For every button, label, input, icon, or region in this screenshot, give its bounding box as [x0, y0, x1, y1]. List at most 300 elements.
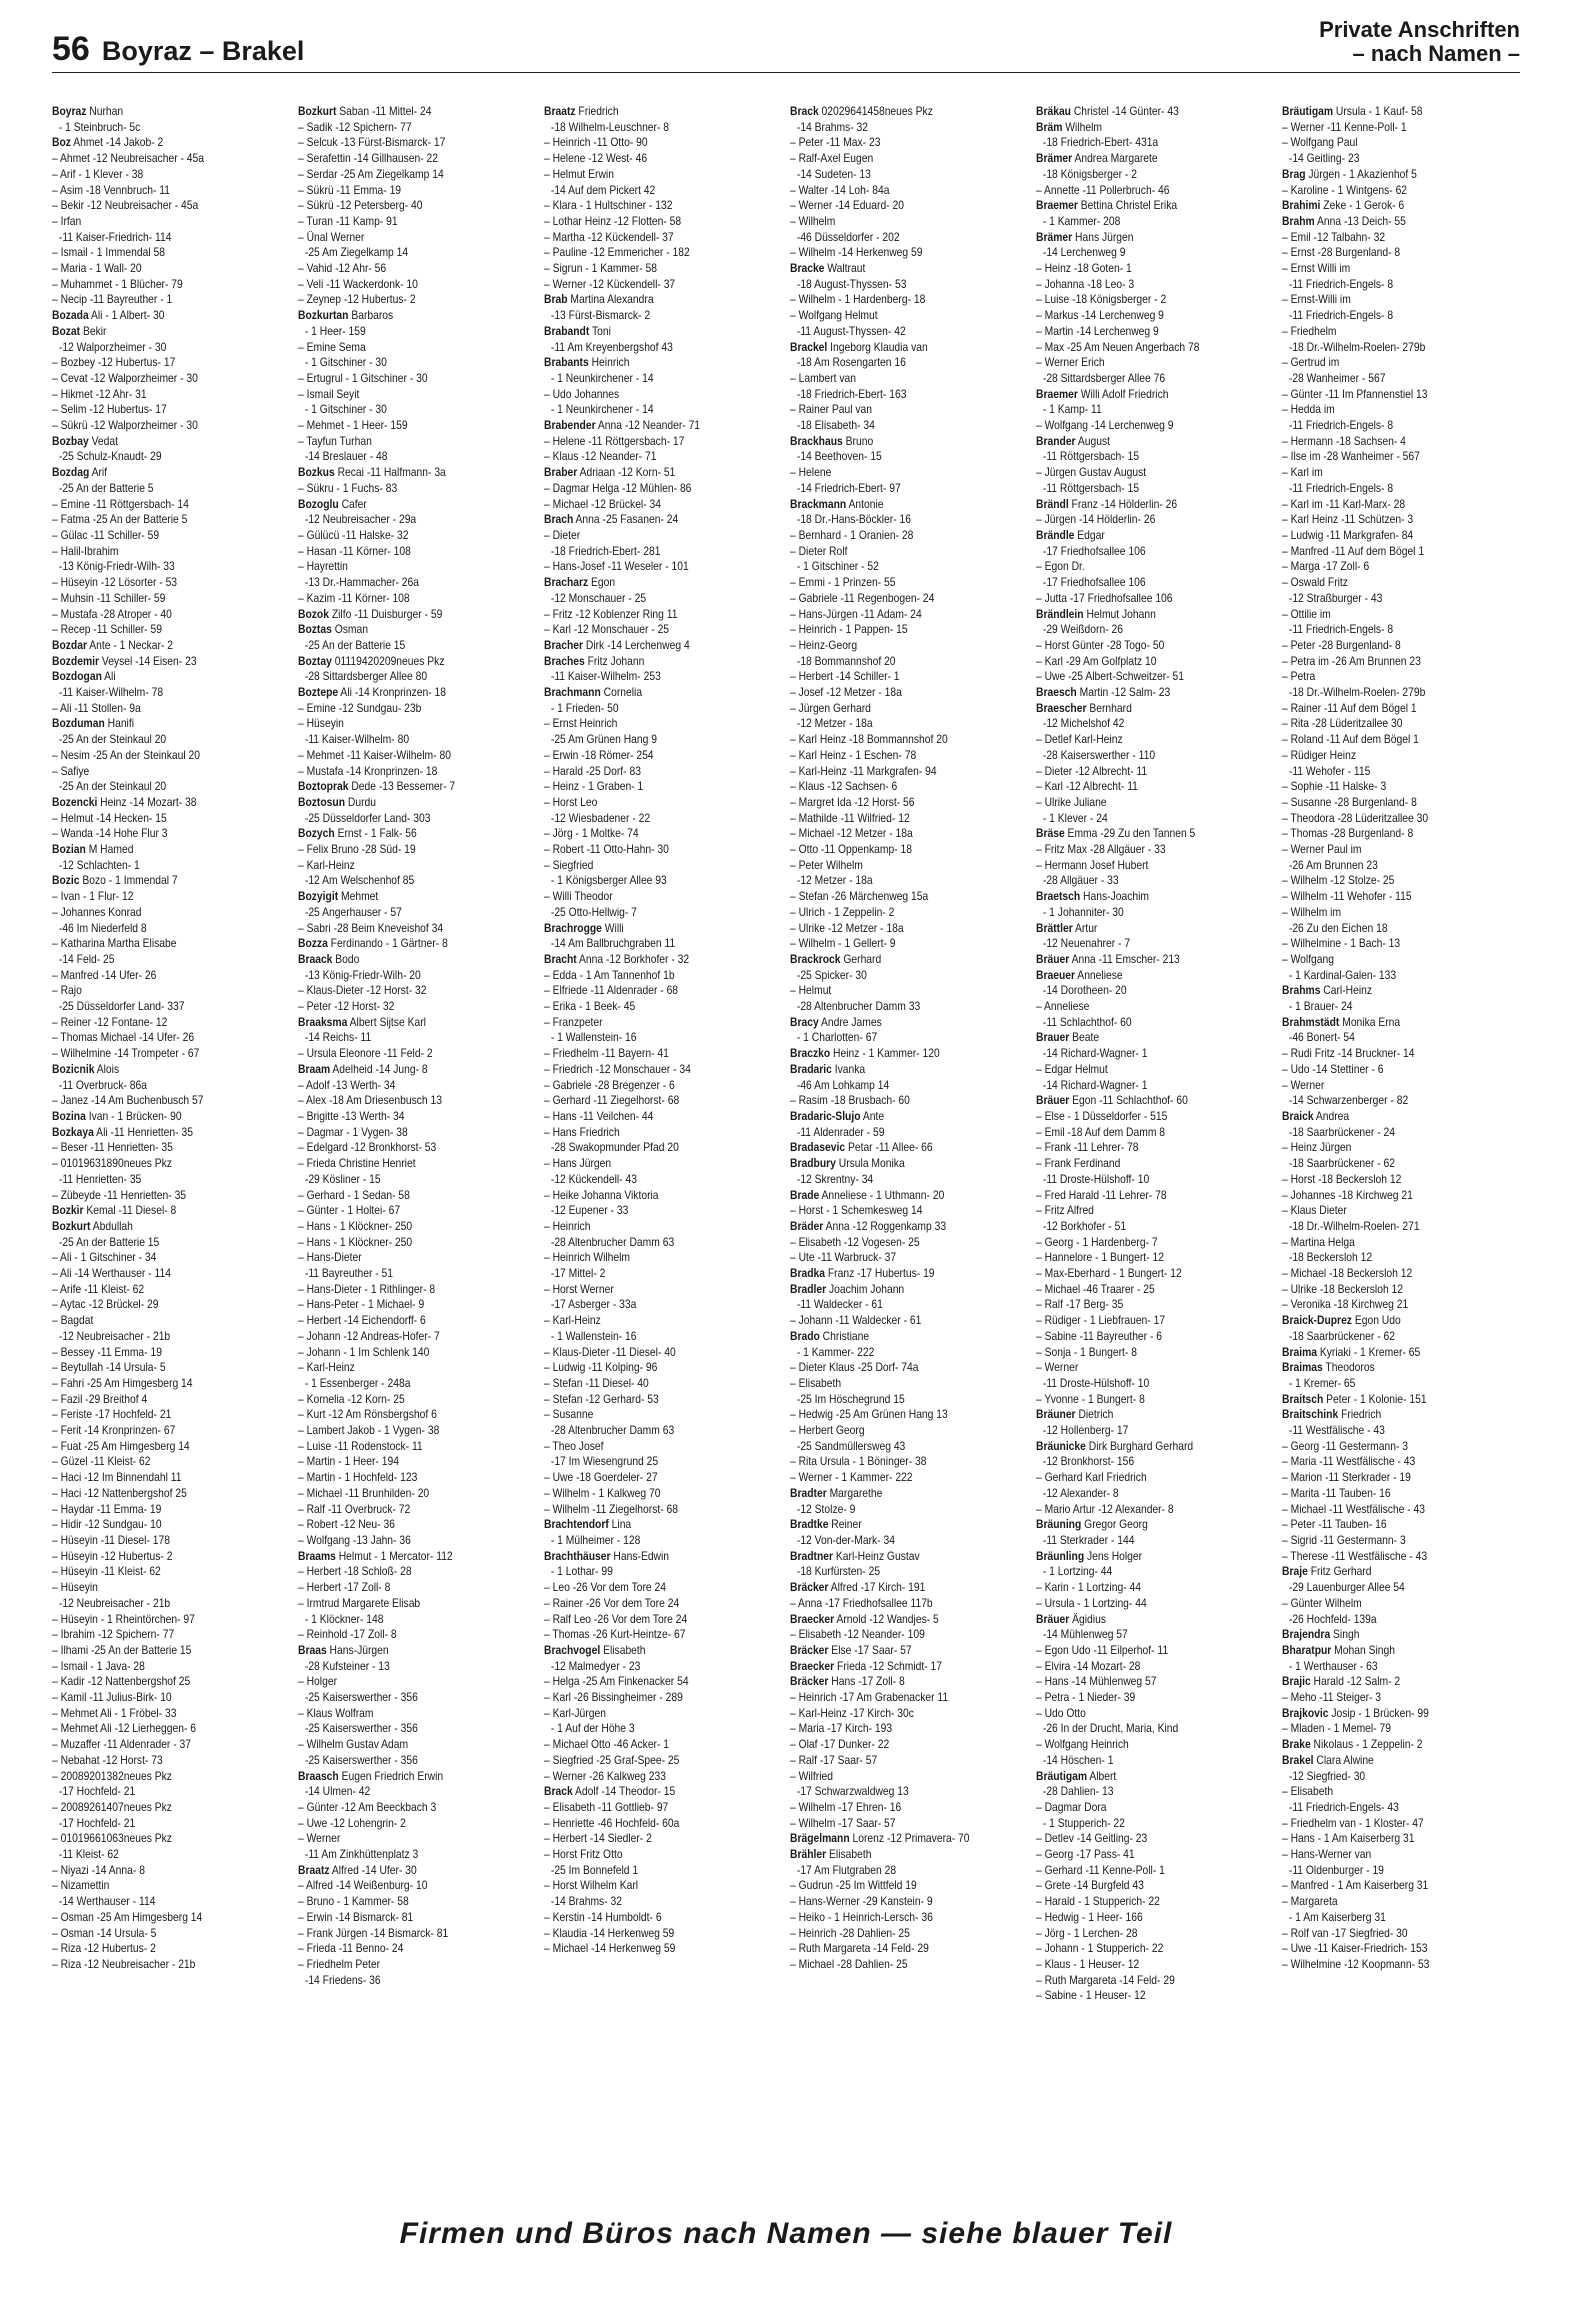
directory-entry: -25 An der Steinkaul 20	[58, 732, 167, 747]
directory-entry: -26 Zu den Eichen 18	[1288, 920, 1388, 935]
directory-entry: -17 Im Wiesengrund 25	[550, 1454, 659, 1469]
directory-entry: Bozyigit Mehmet	[298, 889, 379, 904]
footer-note: Firmen und Büros nach Namen — siehe blauer Teil	[399, 2217, 1173, 2250]
directory-entry: – Manfred -14 Ufer- 26	[52, 967, 157, 982]
directory-entry: -11 Henrietten- 35	[58, 1171, 142, 1186]
directory-entry: – Fuat -25 Am Himgesberg 14	[52, 1438, 190, 1453]
directory-entry: – Asim -18 Vennbruch- 11	[52, 182, 170, 197]
directory-entry: – Udo Johannes	[544, 386, 620, 401]
directory-entry: – Detlef Karl-Heinz	[1036, 732, 1123, 747]
directory-entry: Bradasevic Petar -11 Allee- 66	[790, 1140, 933, 1155]
directory-entry: – Michael -18 Beckersloh 12	[1282, 1266, 1413, 1281]
directory-entry: – Marita -11 Tauben- 16	[1282, 1485, 1391, 1500]
directory-entry: - 1 Wallenstein- 16	[550, 1328, 637, 1343]
directory-entry: Bozicnik Alois	[52, 1061, 120, 1076]
directory-entry: -11 Sterkrader - 144	[1042, 1532, 1135, 1547]
directory-entry: Bradter Margarethe	[790, 1485, 883, 1500]
directory-entry: – Katharina Martha Elisabe	[52, 936, 177, 951]
directory-entry: – Werner	[1036, 1360, 1079, 1375]
directory-entry: -17 Friedhofsallee 106	[1042, 543, 1146, 558]
directory-entry: – Mehmet - 1 Heer- 159	[298, 418, 408, 433]
directory-entry: – Sigrun - 1 Kammer- 58	[544, 261, 657, 276]
directory-entry: – Johannes -18 Kirchweg 21	[1282, 1187, 1413, 1202]
directory-entry: – Franzpeter	[544, 1014, 603, 1029]
directory-entry: – Heinrich -28 Dahlien- 25	[790, 1925, 910, 1940]
directory-entry: – Ismail - 1 Immendal 58	[52, 245, 165, 260]
directory-entry: – Ferit -14 Kronprinzen- 67	[52, 1423, 176, 1438]
directory-entry: – Ismail Seyit	[298, 386, 360, 401]
directory-entry: – Lambert van	[790, 370, 856, 385]
directory-entry: – Werner -12 Kückendell- 37	[544, 276, 676, 291]
directory-entry: – Sükru - 1 Fuchs- 83	[298, 480, 398, 495]
directory-entry: – Wolfgang Heinrich	[1036, 1737, 1129, 1752]
directory-entry: Bracy Andre James	[790, 1014, 882, 1029]
directory-entry: -12 Wiesbadener - 22	[550, 810, 651, 825]
directory-entry: – Cevat -12 Walporzheimer - 30	[52, 370, 198, 385]
directory-entry: – Jürgen -14 Hölderlin- 26	[1036, 512, 1156, 527]
directory-entry: -28 Kufsteiner - 13	[304, 1658, 390, 1673]
directory-entry: -18 Dr.-Wilhelm-Roelen- 279b	[1288, 685, 1426, 700]
directory-entry: – Johann - 1 Im Schlenk 140	[298, 1344, 430, 1359]
directory-entry: – Herbert -14 Eichendorff- 6	[298, 1313, 426, 1328]
section-title-line1: Private Anschriften	[1319, 17, 1520, 42]
directory-entry: – Arife -11 Kleist- 62	[52, 1281, 145, 1296]
directory-entry: – Ute -11 Warbruck- 37	[790, 1250, 897, 1265]
directory-entry: -25 Spicker- 30	[796, 967, 867, 982]
directory-entry: – Wilhelmine -12 Koopmann- 53	[1282, 1956, 1430, 1971]
directory-entry: -17 Mittel- 2	[550, 1266, 606, 1281]
directory-entry: – Elfriede -11 Aldenrader - 68	[544, 983, 679, 998]
directory-entry: – Josef -12 Metzer - 18a	[790, 685, 902, 700]
directory-entry: -46 Im Niederfeld 8	[58, 920, 147, 935]
directory-entry: – Thomas -28 Burgenland- 8	[1282, 826, 1414, 841]
directory-entry: – Wolfgang -14 Lerchenweg 9	[1036, 418, 1174, 433]
directory-entry: – Mehmet -11 Kaiser-Wilhelm- 80	[298, 747, 451, 762]
page-header	[52, 17, 1520, 73]
directory-entry: – Edda - 1 Am Tannenhof 1b	[544, 967, 675, 982]
directory-entry: Bräunicke Dirk Burghard Gerhard	[1036, 1438, 1194, 1453]
directory-entry: -25 Angerhauser - 57	[304, 904, 402, 919]
directory-entry: -25 Sandmüllersweg 43	[796, 1438, 906, 1453]
directory-entry: – Fatma -25 An der Batterie 5	[52, 512, 188, 527]
directory-entry: – Mehmet Ali - 1 Fröbel- 33	[52, 1705, 177, 1720]
directory-entry: – Wolfgang -13 Jahn- 36	[298, 1532, 411, 1547]
directory-entry: – Fazil -29 Breithof 4	[52, 1391, 148, 1406]
directory-entry: -25 Im Höschegrund 15	[796, 1391, 905, 1406]
directory-entry: – Riza -12 Hubertus- 2	[52, 1941, 156, 1956]
directory-entry: – Wilfried	[790, 1768, 834, 1783]
directory-entry: -11 Overbruck- 86a	[58, 1077, 148, 1092]
directory-entry: – Hans-Peter - 1 Michael- 9	[298, 1297, 425, 1312]
directory-entry: Bräder Anna -12 Roggenkamp 33	[790, 1218, 947, 1233]
directory-entry: – Karl-Heinz	[298, 857, 355, 872]
directory-entry: Brakel Clara Alwine	[1282, 1752, 1374, 1767]
directory-entry: – Uwe -12 Lohengrin- 2	[298, 1815, 406, 1830]
directory-entry: – Elisabeth -12 Vogesen- 25	[790, 1234, 920, 1249]
directory-entry: – Ottilie im	[1282, 606, 1331, 621]
directory-entry: – Karl im	[1282, 465, 1323, 480]
directory-entry: – Theo Josef	[544, 1438, 604, 1453]
directory-entry: – Ruth Margareta -14 Feld- 29	[790, 1941, 929, 1956]
directory-entry: – Wolfgang Paul	[1282, 135, 1358, 150]
directory-entry: – Herbert Georg	[790, 1423, 865, 1438]
directory-entry: – Karl-Jürgen	[544, 1705, 606, 1720]
directory-entry: – Edgar Helmut	[1036, 1061, 1108, 1076]
directory-entry: Bozza Ferdinando - 1 Gärtner- 8	[298, 936, 448, 951]
directory-entry: -13 König-Friedr-Wilh- 20	[304, 967, 421, 982]
directory-entry: -11 Röttgersbach- 15	[1042, 449, 1140, 464]
directory-entry: Brämer Andrea Margarete	[1036, 151, 1158, 166]
directory-entry: – Elisabeth	[790, 1375, 842, 1390]
directory-entry: – Lothar Heinz -12 Flotten- 58	[544, 213, 682, 228]
directory-entry: – Günter -11 Im Pfannenstiel 13	[1282, 386, 1428, 401]
directory-entry: – Karl-Heinz -17 Kirch- 30c	[790, 1705, 914, 1720]
directory-entry: – Nizamettin	[52, 1878, 110, 1893]
directory-entry: – Gertrud im	[1282, 355, 1340, 370]
directory-entry: – Dieter Rolf	[790, 543, 848, 558]
directory-entry: – Roland -11 Auf dem Bögel 1	[1282, 732, 1419, 747]
directory-entry: Brajendra Singh	[1282, 1627, 1360, 1642]
directory-entry: -12 Malmedyer - 23	[550, 1658, 641, 1673]
directory-entry: – Detlev -14 Geitling- 23	[1036, 1831, 1148, 1846]
directory-entry: - 1 Gitschiner - 30	[304, 402, 387, 417]
directory-entry: – Heinrich Wilhelm	[544, 1250, 631, 1265]
directory-entry: – Gülücü -11 Halske- 32	[298, 527, 409, 542]
directory-entry: – Erwin -14 Bismarck- 81	[298, 1909, 414, 1924]
directory-entry: – Tayfun Turhan	[298, 433, 372, 448]
directory-entry: Brachrogge Willi	[544, 920, 624, 935]
directory-entry: – Heinrich -11 Otto- 90	[544, 135, 648, 150]
directory-entry: – Herbert -17 Zoll- 8	[298, 1580, 391, 1595]
directory-entry: -25 Schulz-Knaudt- 29	[58, 449, 162, 464]
directory-entry: – Alex -18 Am Driesenbusch 13	[298, 1093, 442, 1108]
directory-entry: – Wolfgang Helmut	[790, 308, 878, 323]
directory-entry: – Edelgard -12 Bronkhorst- 53	[298, 1140, 437, 1155]
directory-entry: – Klaus Dieter	[1282, 1203, 1347, 1218]
directory-entry: -12 Skrentny- 34	[796, 1171, 874, 1186]
directory-entry: – Robert -11 Otto-Hahn- 30	[544, 842, 669, 857]
directory-entry: – Kamil -11 Julius-Birk- 10	[52, 1690, 172, 1705]
directory-entry: -17 Asberger - 33a	[550, 1297, 637, 1312]
directory-entry: – Rudi Fritz -14 Bruckner- 14	[1282, 1046, 1415, 1061]
directory-entry: Bozoglu Cafer	[298, 496, 367, 511]
directory-entry: – Martha -12 Kückendell- 37	[544, 229, 674, 244]
directory-entry: – Karoline - 1 Wintgens- 62	[1282, 182, 1408, 197]
directory-entry: – Frank Jürgen -14 Bismarck- 81	[298, 1925, 449, 1940]
directory-entry: Bozdogan Ali	[52, 669, 116, 684]
directory-entry: Brämer Hans Jürgen	[1036, 229, 1134, 244]
directory-entry: – Frank -11 Lehrer- 78	[1036, 1140, 1139, 1155]
directory-entry: – Beytullah -14 Ursula- 5	[52, 1360, 166, 1375]
directory-entry: – Necip -11 Bayreuther - 1	[52, 292, 173, 307]
directory-entry: -14 Beethoven- 15	[796, 449, 882, 464]
directory-entry: – Karl -12 Monschauer - 25	[544, 622, 670, 637]
directory-entry: – Rüdiger - 1 Liebfrauen- 17	[1036, 1313, 1166, 1328]
directory-entry: -26 In der Drucht, Maria, Kind	[1042, 1721, 1179, 1736]
directory-entry: – Peter Wilhelm	[790, 857, 863, 872]
directory-entry: – 01019631890neues Pkz	[52, 1156, 172, 1171]
directory-entry: Brauer Beate	[1036, 1030, 1100, 1045]
directory-entry: – Emine -11 Röttgersbach- 14	[52, 496, 189, 511]
directory-entry: – Rasim -18 Brusbach- 60	[790, 1093, 910, 1108]
directory-entry: Bozat Bekir	[52, 323, 107, 338]
directory-entry: – Karl-Heinz	[298, 1360, 355, 1375]
directory-entry: Bozduman Hanifi	[52, 716, 135, 731]
directory-entry: – Riza -12 Neubreisacher - 21b	[52, 1956, 196, 1971]
directory-entry: – Heiko - 1 Heinrich-Lersch- 36	[790, 1909, 933, 1924]
directory-entry: – Adolf -13 Werth- 34	[298, 1077, 396, 1092]
directory-entry: – Hans -11 Veilchen- 44	[544, 1109, 654, 1123]
directory-entry: Brackrock Gerhard	[790, 951, 882, 966]
directory-entry: – Werner -14 Eduard- 20	[790, 198, 904, 213]
directory-entry: – Ali -11 Stollen- 9a	[52, 700, 141, 715]
directory-entry: – Uwe -11 Kaiser-Friedrich- 153	[1282, 1941, 1428, 1956]
directory-entry: – Sigrid -11 Gestermann- 3	[1282, 1532, 1406, 1547]
directory-entry: – Werner -26 Kalkweg 233	[544, 1768, 666, 1783]
directory-entry: -25 Kaiserswerther - 356	[304, 1690, 418, 1705]
directory-entry: Braaksma Albert Sijtse Karl	[298, 1014, 426, 1029]
directory-entry: -25 An der Steinkaul 20	[58, 779, 167, 794]
directory-entry: – Elisabeth -12 Neander- 109	[790, 1627, 925, 1642]
directory-entry: -12 Am Welschenhof 85	[304, 873, 415, 888]
directory-entry: – Klaus - 1 Heuser- 12	[1036, 1956, 1140, 1971]
directory-entry: – Herbert -14 Schiller- 1	[790, 669, 900, 684]
directory-entry: - 1 Neunkirchener - 14	[550, 402, 654, 417]
directory-entry: – Karl-Heinz -11 Markgrafen- 94	[790, 763, 937, 778]
directory-column-5	[1036, 104, 1272, 2004]
directory-entry: – Maria -11 Westfälische - 43	[1282, 1454, 1416, 1469]
directory-entry: – Lambert Jakob - 1 Vygen- 38	[298, 1423, 440, 1438]
directory-entry: -25 Kaiserswerther - 356	[304, 1721, 418, 1736]
directory-entry: Braecker Arnold -12 Wandjes- 5	[790, 1611, 939, 1626]
directory-entry: -14 Breslauer - 48	[304, 449, 388, 464]
directory-entry: – Rainer Paul van	[790, 402, 873, 417]
directory-entry: – Karl im -11 Karl-Marx- 28	[1282, 496, 1406, 511]
directory-entry: -11 Kleist- 62	[58, 1847, 119, 1862]
directory-entry: Brahimi Zeke - 1 Gerok- 6	[1282, 198, 1405, 213]
directory-entry: Braasch Eugen Friedrich Erwin	[298, 1768, 444, 1783]
directory-entry: – Theodora -28 Lüderitzallee 30	[1282, 810, 1429, 825]
directory-entry: – Susanne	[544, 1407, 594, 1422]
directory-entry: – Thomas -26 Kurt-Heintze- 67	[544, 1627, 686, 1642]
directory-entry: – Friedhelm -11 Bayern- 41	[544, 1046, 669, 1061]
directory-entry: -14 Brahms- 32	[550, 1894, 623, 1909]
directory-entry: – Janez -14 Am Buchenbusch 57	[52, 1093, 204, 1108]
directory-entry: – Hans-Werner -29 Kanstein- 9	[790, 1894, 933, 1909]
directory-entry: -12 Neubreisacher - 29a	[304, 512, 417, 527]
directory-entry: – Peter -12 Horst- 32	[298, 999, 395, 1014]
directory-entry: – Hannelore - 1 Bungert- 12	[1036, 1250, 1164, 1265]
directory-entry: – Sükrü -12 Petersberg- 40	[298, 198, 423, 213]
directory-entry: - 1 Auf der Höhe 3	[550, 1721, 635, 1736]
directory-entry: – Osman -25 Am Himgesberg 14	[52, 1909, 203, 1924]
directory-entry: – Wilhelm Gustav Adam	[298, 1737, 409, 1752]
directory-entry: -25 An der Batterie 5	[58, 480, 154, 495]
directory-entry: – Ralf -17 Berg- 35	[1036, 1297, 1124, 1312]
directory-entry: – Klaus -12 Sachsen- 6	[790, 779, 898, 794]
directory-entry: Bradaric-Slujo Ante	[790, 1109, 885, 1123]
directory-entry: – Halil-Ibrahim	[52, 543, 119, 558]
directory-entry: – Fritz -12 Koblenzer Ring 11	[544, 606, 678, 621]
directory-entry: – Hans - 1 Am Kaiserberg 31	[1282, 1831, 1415, 1846]
directory-entry: Bradtner Karl-Heinz Gustav	[790, 1548, 920, 1563]
directory-entry: – Else - 1 Düsseldorfer - 515	[1036, 1109, 1168, 1123]
directory-entry: – Harald - 1 Stupperich- 22	[1036, 1894, 1160, 1909]
directory-entry: Braber Adriaan -12 Korn- 51	[544, 465, 676, 480]
directory-entry: -18 Dr.-Wilhelm-Roelen- 279b	[1288, 339, 1426, 354]
directory-entry: – Michael -46 Traarer - 25	[1036, 1281, 1155, 1296]
directory-entry: – Helene -11 Röttgersbach- 17	[544, 433, 685, 448]
directory-entry: - 1 Kamp- 11	[1042, 402, 1102, 417]
directory-entry: -14 Friedrich-Ebert- 97	[796, 480, 901, 495]
directory-entry: -14 Höschen- 1	[1042, 1752, 1114, 1767]
directory-entry: Bräutigam Ursula - 1 Kauf- 58	[1282, 104, 1423, 118]
directory-entry: -28 Sittardsberger Allee 76	[1042, 370, 1166, 385]
directory-entry: -14 Friedens- 36	[304, 1972, 381, 1987]
directory-entry: Bozbay Vedat	[52, 433, 118, 448]
directory-entry: – Ulrike -12 Metzer - 18a	[790, 920, 904, 935]
directory-entry: – Maria - 1 Wall- 20	[52, 261, 142, 276]
directory-entry: – Jörg - 1 Moltke- 74	[544, 826, 639, 841]
directory-entry: – Karl -29 Am Golfplatz 10	[1036, 653, 1157, 668]
directory-entry: – Ulrich - 1 Zeppelin- 2	[790, 904, 895, 919]
directory-entry: -11 Kaiser-Wilhelm- 80	[304, 732, 410, 747]
directory-entry: – Hans-Dieter	[298, 1250, 362, 1265]
directory-entry: Bräuner Dietrich	[1036, 1407, 1114, 1422]
directory-entry: Bracher Dirk -14 Lerchenweg 4	[544, 637, 690, 652]
directory-entry: – Heinz Jürgen	[1282, 1140, 1352, 1155]
directory-entry: -14 Mühlenweg 57	[1042, 1627, 1128, 1642]
directory-entry: – Wilhelm -11 Ziegelhorst- 68	[544, 1501, 679, 1516]
directory-entry: – Ralf Leo -26 Vor dem Tore 24	[544, 1611, 688, 1626]
directory-entry: Bracharz Egon	[544, 575, 616, 590]
directory-entry: – Günter -12 Am Beeckbach 3	[298, 1799, 437, 1814]
directory-entry: – Horst Leo	[544, 794, 598, 809]
directory-entry: – Stefan -12 Gerhard- 53	[544, 1391, 659, 1406]
directory-entry: – 20089261407neues Pkz	[52, 1799, 172, 1814]
directory-entry: – Sophie -11 Halske- 3	[1282, 779, 1387, 794]
directory-entry: -12 Alexander- 8	[1042, 1485, 1119, 1500]
directory-entry: -12 Monschauer - 25	[550, 590, 647, 605]
directory-entry: – Gerhard - 1 Sedan- 58	[298, 1187, 410, 1202]
directory-entry: – Rita -28 Lüderitzallee 30	[1282, 716, 1403, 731]
directory-entry: – Uwe -18 Goerdeler- 27	[544, 1470, 658, 1485]
directory-entry: – Recep -11 Schiller- 59	[52, 622, 162, 637]
directory-entry: – Aytac -12 Brückel- 29	[52, 1297, 159, 1312]
directory-entry: -18 Friedrich-Ebert- 431a	[1042, 135, 1159, 150]
directory-column-4	[790, 104, 1026, 2004]
directory-entry: -28 Wanheimer - 567	[1288, 370, 1386, 385]
directory-entry: – Egon Udo -11 Eilperhof- 11	[1036, 1642, 1169, 1657]
directory-entry: – Gerhard -11 Ziegelhorst- 68	[544, 1093, 680, 1108]
directory-entry: -12 Schlachten- 1	[58, 857, 140, 872]
directory-column-6	[1282, 104, 1518, 2004]
directory-entry: -14 Sudeten- 13	[796, 166, 871, 181]
directory-entry: -18 Saarbrückener - 62	[1288, 1328, 1396, 1343]
running-head-left	[52, 30, 304, 69]
directory-entry: Brahm Anna -13 Deich- 55	[1282, 213, 1406, 228]
directory-entry: -29 Weißdorn- 26	[1042, 622, 1123, 637]
directory-entry: – Wilhelmine - 1 Bach- 13	[1282, 936, 1401, 951]
directory-entry: -14 Richard-Wagner- 1	[1042, 1077, 1148, 1092]
directory-entry: - 1 Am Kaiserberg 31	[1288, 1909, 1386, 1924]
directory-entry: - 1 Lothar- 99	[550, 1564, 613, 1579]
directory-entry: Bradbury Ursula Monika	[790, 1156, 905, 1171]
directory-entry: – Karin - 1 Lortzing- 44	[1036, 1580, 1141, 1595]
directory-entry: Bozdemir Veysel -14 Eisen- 23	[52, 653, 197, 668]
directory-entry: – Ludwig -11 Markgrafen- 84	[1282, 527, 1414, 542]
directory-entry: – Oswald Fritz	[1282, 575, 1348, 590]
directory-entry: -14 Lerchenweg 9	[1042, 245, 1126, 260]
directory-entry: – Ernst -28 Burgenland- 8	[1282, 245, 1401, 260]
directory-entry: – Ulrike Juliane	[1036, 794, 1107, 809]
directory-entry: – Werner	[298, 1831, 341, 1846]
directory-entry: – Haydar -11 Emma- 19	[52, 1501, 162, 1516]
directory-entry: – Robert -12 Neu- 36	[298, 1517, 395, 1532]
directory-entry: -17 Am Flutgraben 28	[796, 1862, 897, 1877]
directory-entry: – Siegfried -25 Graf-Spee- 25	[544, 1752, 680, 1767]
directory-entry: -11 Kaiser-Wilhelm- 253	[550, 669, 661, 684]
directory-entry: -12 Siegfried- 30	[1288, 1768, 1366, 1783]
directory-entry: Braetsch Hans-Joachim	[1036, 889, 1149, 904]
directory-entry: – Luise -11 Rodenstock- 11	[298, 1438, 423, 1453]
directory-entry: Braecker Frieda -12 Schmidt- 17	[790, 1658, 943, 1673]
directory-entry: -18 Friedrich-Ebert- 281	[550, 543, 661, 558]
directory-entry: -14 Richard-Wagner- 1	[1042, 1046, 1148, 1061]
directory-entry: – Hüseyin -12 Lösorter - 53	[52, 575, 178, 590]
directory-entry: – Hedwig -25 Am Grünen Hang 13	[790, 1407, 948, 1422]
directory-entry: – Hayrettin	[298, 559, 348, 574]
directory-entry: - 1 Gitschiner - 30	[304, 355, 387, 370]
directory-entry: – 20089201382neues Pkz	[52, 1768, 172, 1783]
directory-entry: – Mustafa -14 Kronprinzen- 18	[298, 763, 438, 778]
directory-entry: -28 Altenbrucher Damm 63	[550, 1234, 675, 1249]
directory-entry: – Zeynep -12 Hubertus- 2	[298, 292, 416, 307]
directory-entry: Braesch Martin -12 Salm- 23	[1036, 685, 1171, 700]
directory-entry: – Gabriele -11 Regenbogen- 24	[790, 590, 935, 605]
directory-entry: Brag Jürgen - 1 Akazienhof 5	[1282, 166, 1417, 181]
directory-entry: -25 An der Batterie 15	[58, 1234, 160, 1249]
directory-entry: – Helmut Erwin	[544, 166, 614, 181]
directory-entry: -12 Metzer - 18a	[796, 716, 873, 731]
section-title-line2: – nach Namen –	[1352, 41, 1520, 66]
directory-entry: – Max -25 Am Neuen Angerbach 78	[1036, 339, 1200, 354]
directory-entry: – Hans-Josef -11 Weseler - 101	[544, 559, 689, 574]
directory-entry: -14 Ulmen- 42	[304, 1784, 371, 1799]
directory-entry: – Heinrich - 1 Pappen- 15	[790, 622, 908, 637]
directory-entry: -28 Kaiserswerther - 110	[1042, 747, 1156, 762]
directory-entry: -11 Am Zinkhüttenplatz 3	[304, 1847, 419, 1862]
directory-entry: – Gabriele -28 Bregenzer - 6	[544, 1077, 675, 1092]
directory-entry: -14 Schwarzenberger - 82	[1288, 1093, 1409, 1108]
directory-entry: Bradka Franz -17 Hubertus- 19	[790, 1266, 935, 1281]
directory-entry: – Petra	[1282, 669, 1316, 684]
directory-entry: Braima Kyriaki - 1 Kremer- 65	[1282, 1344, 1421, 1359]
directory-entry: -11 Droste-Hülshoff- 10	[1042, 1171, 1150, 1186]
section-title	[1319, 18, 1520, 66]
directory-entry: - 1 Klöckner- 148	[304, 1611, 384, 1626]
directory-entry: -11 Friedrich-Engels- 43	[1288, 1799, 1399, 1814]
directory-entry: – Ernst Heinrich	[544, 716, 618, 731]
directory-entry: – Ralf-Axel Eugen	[790, 151, 874, 166]
directory-entry: -18 Kurfürsten- 25	[796, 1564, 881, 1579]
directory-entry: – Rajo	[52, 983, 82, 998]
directory-entry: – Sabine -11 Bayreuther - 6	[1036, 1328, 1163, 1343]
directory-entry: – Markus -14 Lerchenweg 9	[1036, 308, 1164, 323]
directory-entry: -28 Altenbrucher Damm 33	[796, 999, 921, 1014]
directory-entry: -25 An der Batterie 15	[304, 637, 406, 652]
directory-entry: -12 Walporzheimer - 30	[58, 339, 167, 354]
